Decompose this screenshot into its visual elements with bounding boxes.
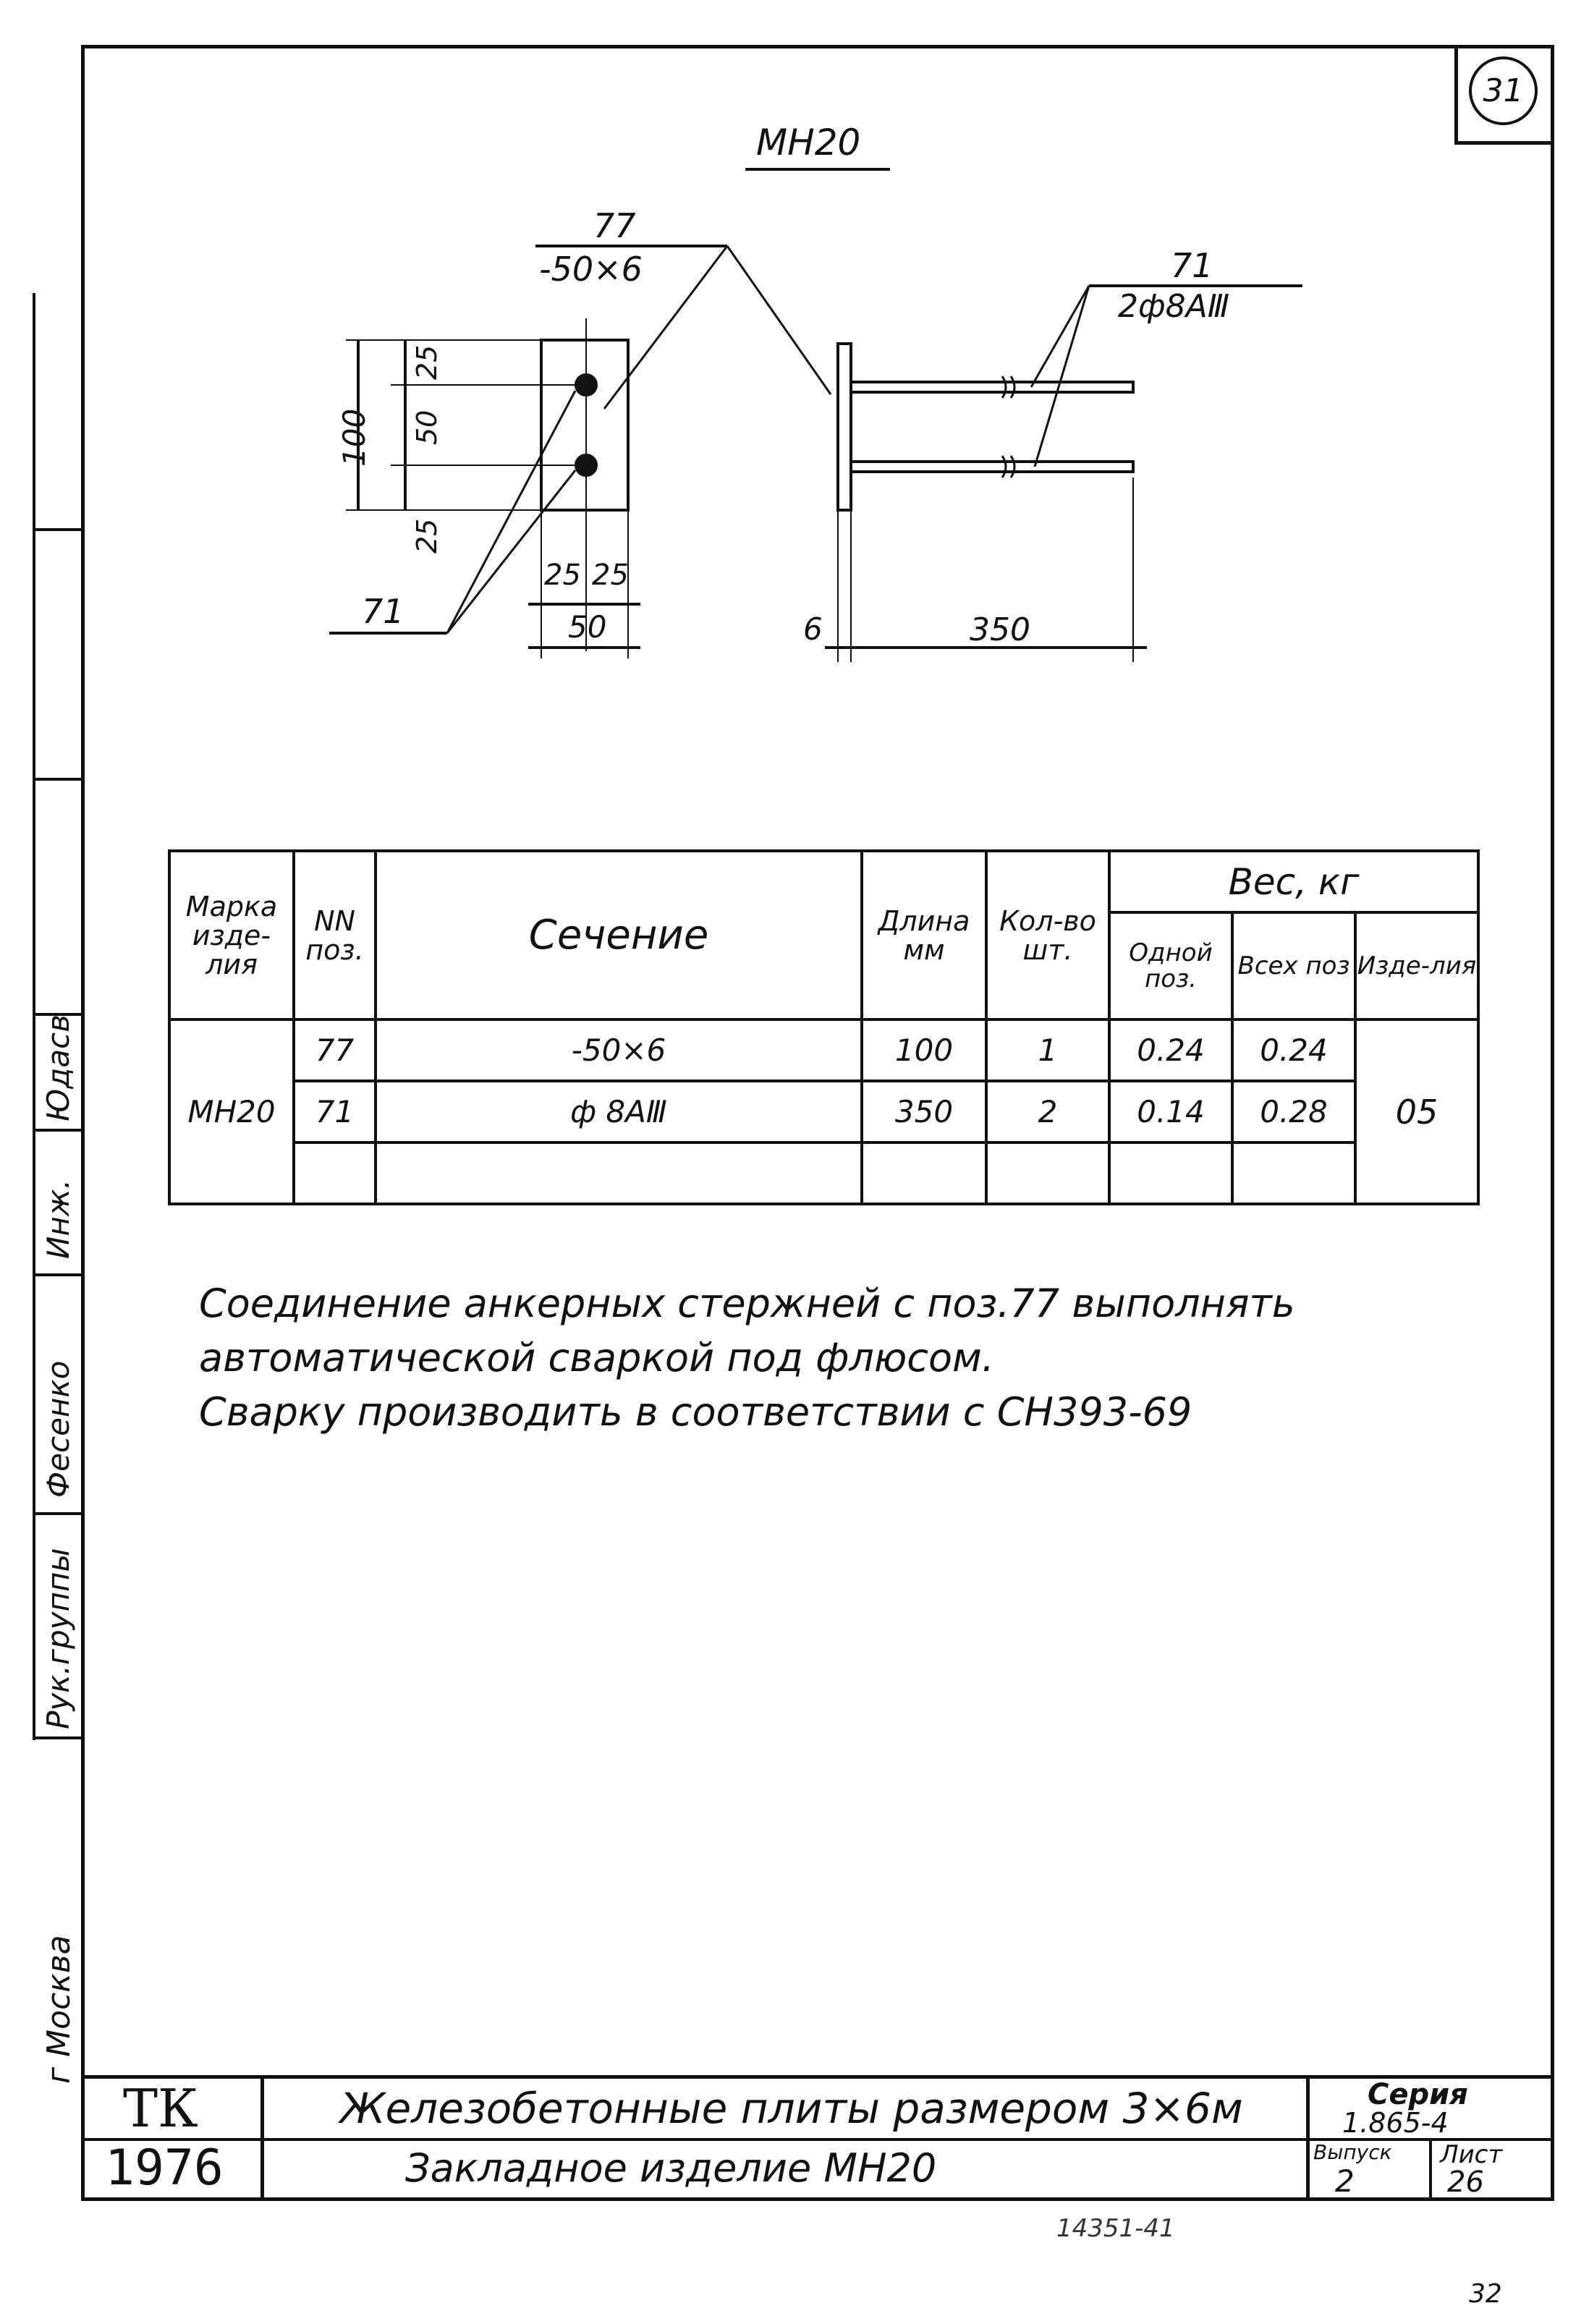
spec-cell-pos: 77 xyxy=(294,1019,376,1081)
title-block-series-label: Серия xyxy=(1368,2078,1468,2111)
dim-bottom-edge: 25 xyxy=(411,518,443,554)
embedded-part-drawing xyxy=(0,0,1589,724)
title-block-org: ТК xyxy=(123,2078,198,2139)
spec-cell-mark: МН20 xyxy=(169,1019,294,1204)
footer-code: 14351-41 xyxy=(1056,2214,1175,2243)
note-line-1: Соединение анкерных стержней с поз.77 выполнять xyxy=(199,1281,1295,1326)
table-row xyxy=(169,1142,1478,1204)
rod-callout-section: 2ф8АⅢ xyxy=(1118,288,1230,325)
title-block-divider xyxy=(1429,2138,1432,2201)
spec-header-qty: Кол-во шт. xyxy=(986,851,1109,1019)
plate-front-view xyxy=(541,340,628,510)
anchor-rod-bottom xyxy=(851,462,1133,472)
note-line-2: автоматической сваркой под флюсом. xyxy=(199,1335,994,1381)
title-block-divider xyxy=(260,2075,264,2201)
spec-header-weight-one: Одной поз. xyxy=(1109,912,1232,1019)
plate-side-view xyxy=(838,344,851,510)
side-stamp-group: Рук.группы xyxy=(41,1548,76,1729)
dim-mid-spacing: 50 xyxy=(411,410,443,445)
side-stamp-divider xyxy=(35,1512,81,1515)
dim-top-edge: 25 xyxy=(411,344,443,380)
dim-width-total: 50 xyxy=(568,609,607,645)
title-block-sub-title: Закладное изделие МН20 xyxy=(405,2145,937,2191)
spec-cell-section: -50×6 xyxy=(376,1019,862,1081)
dim-right-offset: 25 xyxy=(592,559,629,592)
rod-callout-pos: 71 xyxy=(1171,246,1213,285)
spec-cell-section: ф 8АⅢ xyxy=(376,1081,862,1142)
drawing-title: МН20 xyxy=(756,122,861,164)
side-stamp-engineer: Инж. xyxy=(41,1179,76,1259)
spec-header-weight: Вес, кг xyxy=(1109,851,1478,912)
title-block-issue-label: Выпуск xyxy=(1313,2140,1392,2164)
note-line-3: Сварку производить в соответствии с СН393-69 xyxy=(199,1389,1192,1435)
side-stamp-divider xyxy=(35,1273,81,1276)
spec-cell-weight-all: 0.28 xyxy=(1232,1081,1355,1142)
dim-left-offset: 25 xyxy=(544,559,581,592)
side-stamp-city: г Москва xyxy=(41,1935,77,2084)
title-block-issue-value: 2 xyxy=(1335,2163,1355,2199)
footer-page: 32 xyxy=(1469,2279,1502,2309)
spec-table xyxy=(168,849,1480,1205)
title-block-sheet-label: Лист xyxy=(1440,2140,1503,2169)
side-stamp-divider xyxy=(35,778,81,781)
spec-header-weight-item: Изде-лия xyxy=(1355,912,1478,1019)
spec-header-mark: Марка изде-лия xyxy=(169,851,294,1019)
spec-cell-length: 350 xyxy=(862,1081,986,1142)
side-stamp-divider xyxy=(35,1129,81,1132)
rod-leader-pos: 71 xyxy=(362,592,404,631)
spec-cell-item-weight: 05 xyxy=(1355,1019,1478,1204)
spec-cell-pos: 71 xyxy=(294,1081,376,1142)
spec-header-pos: NN поз. xyxy=(294,851,376,1019)
plate-callout-section: -50×6 xyxy=(539,250,643,289)
dim-thickness: 6 xyxy=(803,611,823,647)
side-stamp-name: Юдасв xyxy=(41,1014,76,1121)
table-row xyxy=(169,1081,1478,1142)
plate-callout-pos: 77 xyxy=(593,206,636,245)
spec-cell-qty: 1 xyxy=(986,1019,1109,1081)
anchor-rod-top xyxy=(851,382,1133,392)
title-block-sheet-value: 26 xyxy=(1447,2166,1484,2199)
title-block-top-line xyxy=(81,2075,1554,2079)
table-row xyxy=(169,1019,1478,1081)
title-block-year: 1976 xyxy=(105,2139,224,2197)
title-block-main-title: Железобетонные плиты размером 3×6м xyxy=(340,2084,1243,2133)
side-stamp-divider xyxy=(35,1736,81,1739)
spec-cell-weight-one: 0.14 xyxy=(1109,1081,1232,1142)
spec-cell-weight-all: 0.24 xyxy=(1232,1019,1355,1081)
dim-rod-length: 350 xyxy=(970,611,1030,648)
spec-cell-length: 100 xyxy=(862,1019,986,1081)
side-stamp-signature: Фесенко xyxy=(41,1360,76,1498)
title-block-series-value: 1.865-4 xyxy=(1342,2107,1449,2139)
spec-header-weight-all: Всех поз xyxy=(1232,912,1355,1019)
dim-height-total: 100 xyxy=(336,408,372,467)
spec-cell-weight-one: 0.24 xyxy=(1109,1019,1232,1081)
spec-cell-qty: 2 xyxy=(986,1081,1109,1142)
spec-header-length: Длина мм xyxy=(862,851,986,1019)
title-block-divider xyxy=(1306,2075,1310,2201)
spec-header-section: Сечение xyxy=(376,851,862,1019)
sheet-badge: 31 xyxy=(1469,56,1538,125)
